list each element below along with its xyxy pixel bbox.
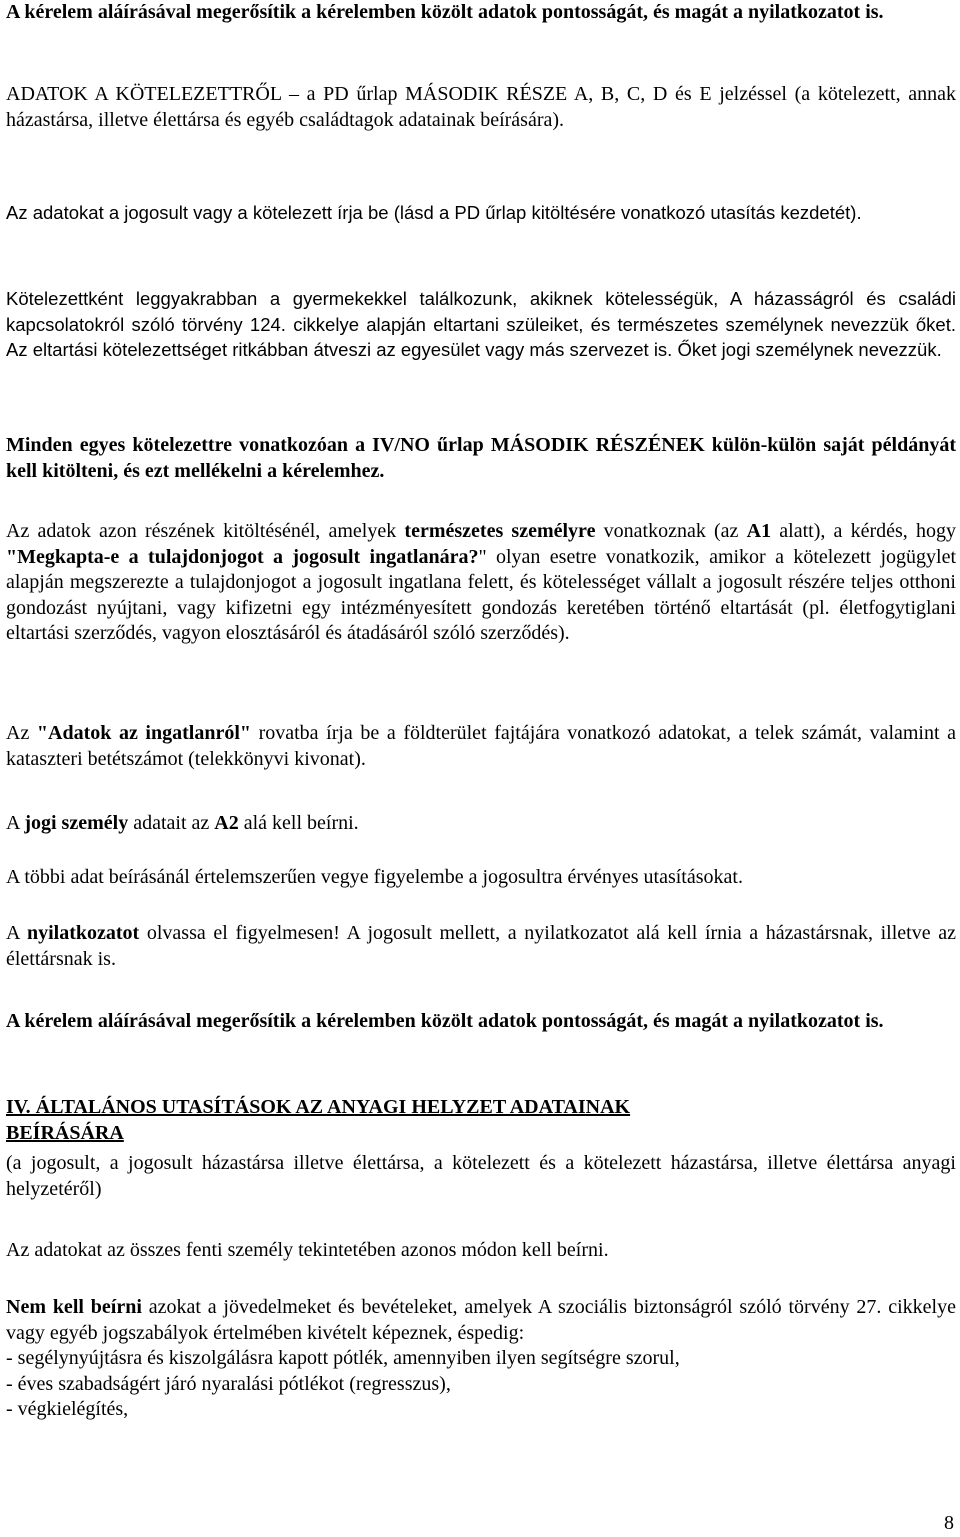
paragraph-who-fills-data: Az adatokat a jogosult vagy a kötelezett írja be (lásd a PD űrlap kitöltésére vonatkozó utasítás kezdetét).: [6, 202, 862, 223]
paragraph-obligor-data-heading: ADATOK A KÖTELEZETTRŐL – a PD űrlap MÁSODIK RÉSZE A, B, C, D és E jelzéssel (a kötelezett, annak házastársa, illetve élettársa és egyéb családtagok adatainak beírására).: [6, 83, 956, 131]
list-item: - éves szabadságért járó nyaralási pótlékot (regresszus),: [6, 1372, 451, 1395]
paragraph-declaration: A nyilatkozatot olvassa el figyelmesen! A jogosult mellett, a nyilatkozatot alá kell írnia a házastársnak, illetve az élettársnak is.: [6, 922, 956, 970]
paragraph-natural-person: Az adatok azon részének kitöltésénél, amelyek természetes személyre vonatkoznak (az A1 alatt), a kérdés, hogy "Megkapta-e a tulajdonjogot a jogosult ingatlanára?" olyan esetre vonatkozik, amikor a kötelezett jogügylet alapján megszerezte a tulajdonjogot a jogosult ingatlana felett, és kötelességet vállalt a jogosult részére teljes otthoni gondozást nyújtani, vagy kifizetni egy intézményesített gondozás keretében történő eltartását (pl. életfogytiglani eltartási szerződés, vagyon elosztásáról és átadásáról szóló szerződés).: [6, 520, 957, 644]
paragraph-exempt-income: Nem kell beírni azokat a jövedelmeket és bevételeket, amelyek A szociális biztonságról szóló törvény 27. cikkelye vagy egyéb jogszabályok értelmében kivételt képeznek, éspedig:: [6, 1296, 956, 1344]
paragraph-legal-person: A jogi személy adatait az A2 alá kell beírni.: [6, 812, 359, 834]
section-subheading: (a jogosult, a jogosult házastársa illetve élettársa, a kötelezett és a kötelezett házastársa, illetve élettársa anyagi helyzetéről): [6, 1152, 956, 1200]
paragraph-separate-copies: Minden egyes kötelezettre vonatkozóan a IV/NO űrlap MÁSODIK RÉSZÉNEK külön-külön saját példányát kell kitölteni, és ezt mellékelni a kérelemhez.: [6, 434, 956, 482]
page-number: 8: [944, 1512, 954, 1534]
section-heading-line-1: IV. ÁLTALÁNOS UTASÍTÁSOK AZ ANYAGI HELYZET ADATAINAK: [6, 1096, 631, 1118]
list-item: - segélynyújtásra és kiszolgálásra kapott pótlék, amennyiben ilyen segítségre szorul,: [6, 1347, 680, 1369]
paragraph-signature-confirmation: A kérelem aláírásával megerősítik a kérelemben közölt adatok pontosságát, és magát a nyilatkozatot is.: [6, 1, 884, 23]
paragraph-other-data: A többi adat beírásánál értelemszerűen vegye figyelembe a jogosultra érvényes utasításokat.: [6, 866, 743, 888]
paragraph-property-data: Az "Adatok az ingatlanról" rovatba írja be a földterület fajtájára vonatkozó adatokat, a telek számát, valamint a kataszteri betétszámot (telekkönyvi kivonat).: [6, 722, 957, 770]
paragraph-obligor-types: Kötelezettként leggyakrabban a gyermekekkel találkozunk, akiknek kötelességük, A házasságról és családi kapcsolatokról szóló törvény 124. cikkelye alapján eltartani szüleiket, és természetes személynek nevezzük őket. Az eltartási kötelezettséget ritkábban átveszi az egyesület vagy más szervezet is. Őket jogi személynek nevezzük.: [6, 288, 956, 360]
paragraph-signature-confirmation-repeat: A kérelem aláírásával megerősítik a kérelemben közölt adatok pontosságát, és magát a nyilatkozatot is.: [6, 1010, 884, 1032]
section-heading: [6, 1095, 956, 1146]
paragraph-all-persons: Az adatokat az összes fenti személy tekintetében azonos módon kell beírni.: [6, 1239, 609, 1261]
list-item: - végkielégítés,: [6, 1398, 129, 1420]
section-heading-line-2: BEÍRÁSÁRA: [6, 1121, 124, 1144]
exempt-income-list: [6, 1346, 956, 1423]
